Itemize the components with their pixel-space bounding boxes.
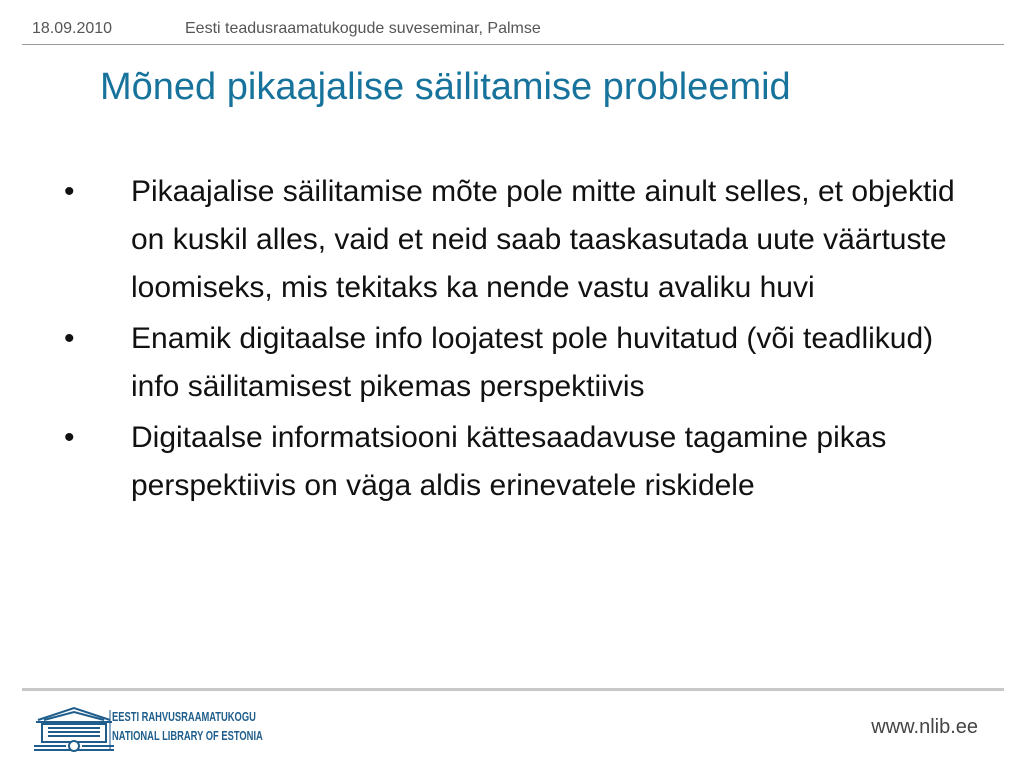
slide-header <box>0 0 1024 46</box>
footer-divider <box>22 688 1004 691</box>
header-divider <box>22 44 1004 45</box>
bullet-icon: • <box>64 421 75 454</box>
bullet-text: Pikaajalise säilitamise mõte pole mitte ainult selles, et objektid on kuskil alles, vaid et neid saab taaskasutada uute väärtuste loomiseks, mis tekitaks ka nende vastu avaliku huvi <box>131 175 955 304</box>
bullet-icon: • <box>64 175 75 208</box>
logo-text-estonian: EESTI RAHVUSRAAMATUKOGU <box>112 709 256 724</box>
bullet-text: Digitaalse informatsiooni kättesaadavuse tagamine pikas perspektiivis on väga aldis erinevatele riskidele <box>131 421 887 502</box>
logo-text-english: NATIONAL LIBRARY OF ESTONIA <box>112 728 263 743</box>
bullet-icon: • <box>64 322 75 355</box>
bullet-list <box>60 168 960 513</box>
bullet-item <box>60 168 960 312</box>
bullet-item <box>60 315 960 411</box>
bullet-item <box>60 414 960 510</box>
slide-title: Mõned pikaajalise säilitamise probleemid <box>100 66 791 108</box>
header-date: 18.09.2010 <box>32 20 113 37</box>
bullet-text: Enamik digitaalse info loojatest pole huvitatud (või teadlikud) info säilitamisest pikemas perspektiivis <box>131 322 934 403</box>
website-link[interactable]: www.nlib.ee <box>871 716 978 738</box>
header-event-title: Eesti teadusraamatukogude suveseminar, Palmse <box>185 20 541 37</box>
